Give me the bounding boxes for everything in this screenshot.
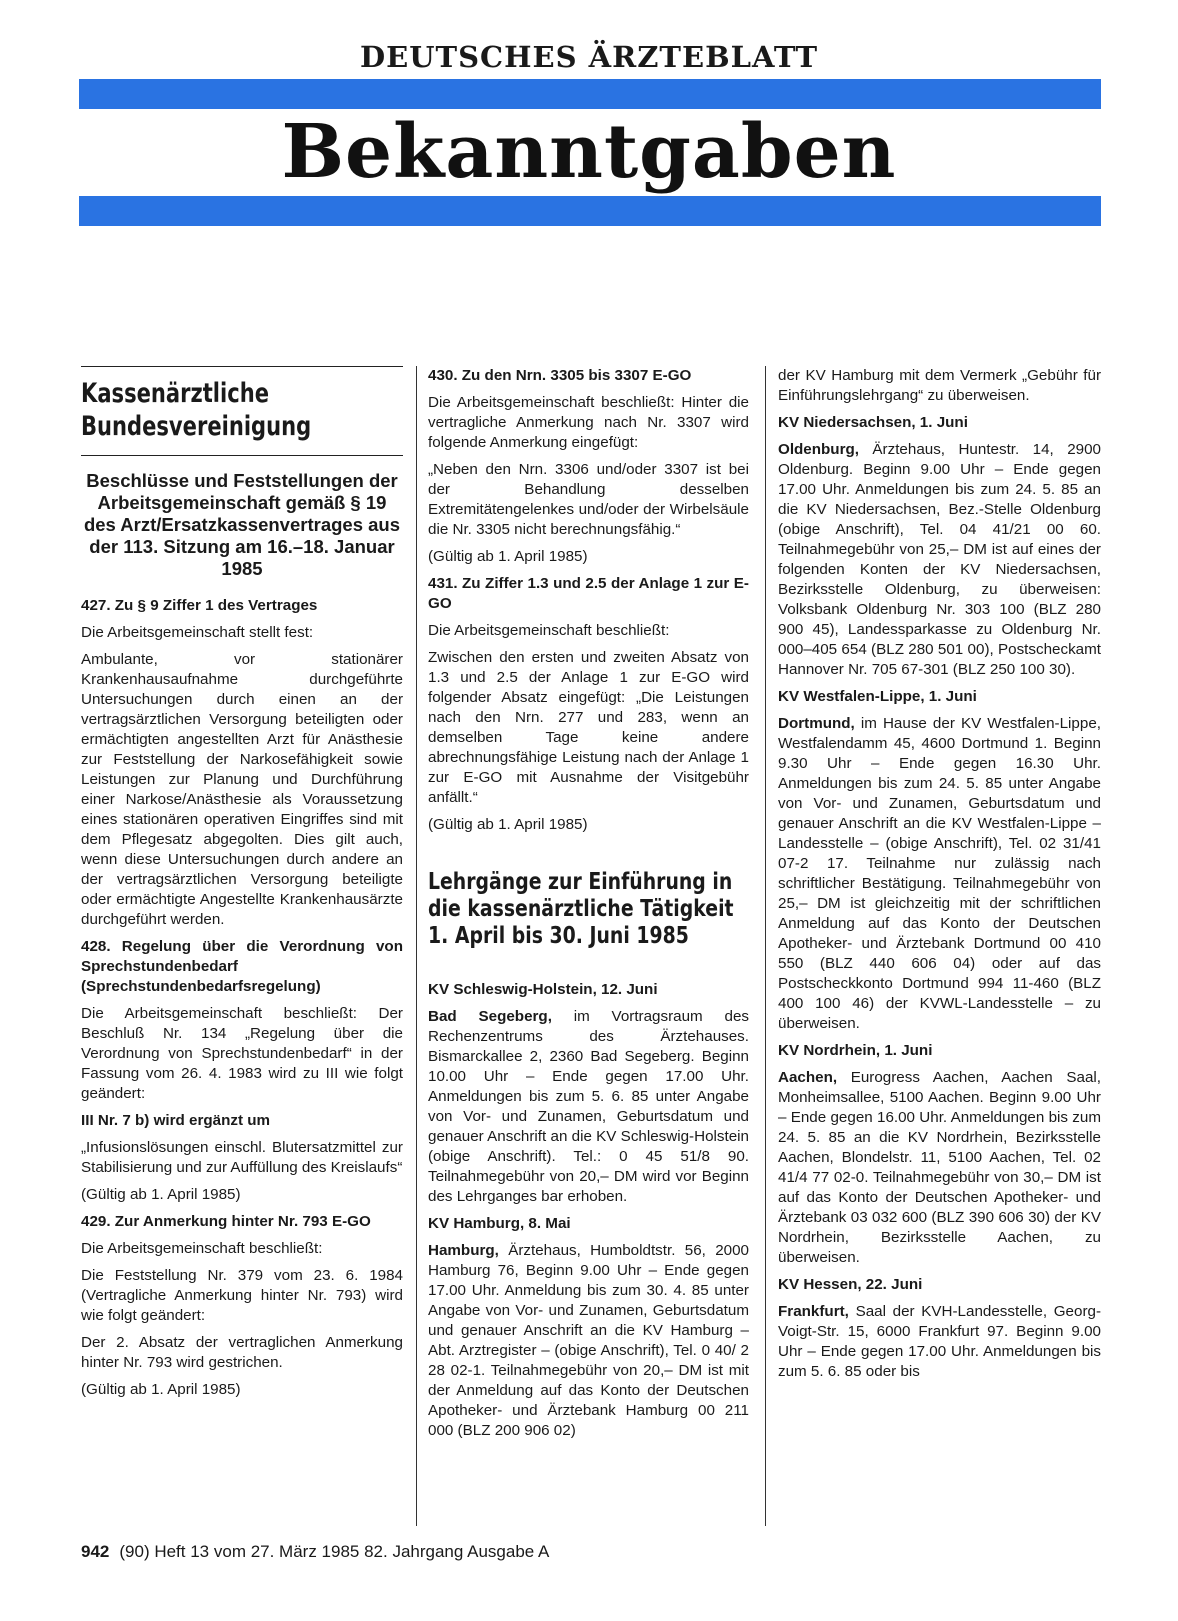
place-name: Hamburg, [428, 1242, 499, 1259]
kv-hessen-text [778, 1302, 1101, 1382]
item-429-text: Die Feststellung Nr. 379 vom 23. 6. 1984 (Vertragliche Anmerkung hinter Nr. 793) wird wie folgt geändert: [81, 1267, 403, 1324]
column-2 [428, 366, 749, 1448]
item-429-text-2: Der 2. Absatz der vertraglichen Anmerkung hinter Nr. 793 wird gestrichen. [81, 1334, 403, 1371]
org-heading: Kassenärztliche Bundesvereinigung [81, 378, 312, 442]
section-subhead: Beschlüsse und Feststellungen der Arbeitsgemeinschaft gemäß § 19 des Arzt/Ersatzkassenvertrages aus der 113. Sitzung am 16.–18. Januar 1985 [83, 470, 401, 579]
kv-nordrhein-text [778, 1068, 1101, 1268]
issue-info: (90) Heft 13 vom 27. März 1985 82. Jahrgang Ausgabe A [119, 1542, 550, 1561]
kv-westfalen-lippe-heading: KV Westfalen-Lippe, 1. Juni [778, 688, 977, 705]
course-details: im Vortragsraum des Rechenzentrums des Ärztehauses. Bismarckallee 2, 2360 Bad Segeberg. Beginn 10.00 Uhr – Ende gegen 17.00 Uhr. Anmeldungen bis zum 5. 6. 85 unter Angabe von Vor- und Zunamen, Geburtsdatum und genauer Anschrift an die KV Schleswig-Holstein (obige Anschrift). Tel.: 0 45 51/8 90. Teilnahmegebühr von 20,– DM wird vor Beginn des Lehrganges bar erhoben. [428, 1008, 749, 1205]
kv-hessen-heading: KV Hessen, 22. Juni [778, 1276, 923, 1293]
column-3 [778, 366, 1101, 1389]
item-429-intro: Die Arbeitsgemeinschaft beschließt: [81, 1240, 323, 1257]
item-428-intro: Die Arbeitsgemeinschaft beschließt: Der Beschluß Nr. 134 „Regelung über die Verordnung von Sprechstundenbedarf“ in der Fassung vom 26. 4. 1983 wird zu III wie folgt geändert: [81, 1005, 403, 1102]
kv-hamburg-continued: der KV Hamburg mit dem Vermerk „Gebühr für Einführungslehrgang“ zu überweisen. [778, 367, 1101, 404]
place-name: Oldenburg, [778, 441, 859, 458]
item-427-intro: Die Arbeitsgemeinschaft stellt fest: [81, 624, 314, 641]
masthead: DEUTSCHES ÄRZTEBLATT [359, 40, 819, 74]
item-427-heading: 427. Zu § 9 Ziffer 1 des Vertrages [81, 597, 318, 614]
title-bar-bottom [79, 196, 1101, 226]
item-428-subheading: III Nr. 7 b) wird ergänzt um [81, 1112, 271, 1129]
place-name: Bad Segeberg, [428, 1008, 552, 1025]
item-428-validity: (Gültig ab 1. April 1985) [81, 1186, 241, 1203]
item-430-validity: (Gültig ab 1. April 1985) [428, 548, 588, 565]
kv-westfalen-lippe-text [778, 714, 1101, 1034]
title-bar-top [79, 79, 1101, 109]
item-429-heading: 429. Zur Anmerkung hinter Nr. 793 E-GO [81, 1213, 371, 1230]
page-footer [81, 1542, 549, 1562]
item-431-heading: 431. Zu Ziffer 1.3 und 2.5 der Anlage 1 zur E-GO [428, 575, 749, 612]
item-431-text: Zwischen den ersten und zweiten Absatz von 1.3 und 2.5 der Anlage 1 zur E-GO wird folgender Absatz eingefügt: „Die Leistungen nach den Nrn. 277 und 283, wenn an demselben Tage keine andere abrechnungsfähige Leistung nach der Anlage 1 zur E-GO mit Ausnahme der Visitgebühr anfällt.“ [428, 649, 749, 806]
kv-hamburg-text [428, 1241, 749, 1441]
page-number: 942 [81, 1542, 110, 1561]
kv-niedersachsen-heading: KV Niedersachsen, 1. Juni [778, 414, 968, 431]
item-430-text: „Neben den Nrn. 3306 und/oder 3307 ist bei der Behandlung desselben Extremitätengelenkes und/oder der Wirbelsäule die Nr. 3305 nicht berechnungsfähig.“ [428, 461, 749, 538]
course-details: Ärztehaus, Humboldtstr. 56, 2000 Hamburg 76, Beginn 9.00 Uhr – Ende gegen 17.00 Uhr. Anmeldung bis zum 30. 4. 85 unter Angabe von Vor- und Zunamen, Geburtsdatum und genauer Anschrift an die KV Hamburg – Abt. Arztregister – (obige Anschrift), Tel. 0 40/ 2 28 02-1. Teilnahmegebühr von 20,– DM ist mit der Anmeldung auf das Konto der Deutschen Apotheker- und Ärztebank Hamburg 00 211 000 (BLZ 200 906 02) [428, 1242, 749, 1439]
rule-top [81, 366, 403, 367]
item-431-intro: Die Arbeitsgemeinschaft beschließt: [428, 622, 670, 639]
item-430-heading: 430. Zu den Nrn. 3305 bis 3307 E-GO [428, 367, 692, 384]
kv-schleswig-holstein-text [428, 1007, 749, 1207]
item-428-text: „Infusionslösungen einschl. Blutersatzmittel zur Stabilisierung und zur Auffüllung des Kreislaufs“ [81, 1139, 403, 1176]
course-details: im Hause der KV Westfalen-Lippe, Westfalendamm 45, 4600 Dortmund 1. Beginn 9.30 Uhr – Ende gegen 16.30 Uhr. Anmeldungen bis zum 24. 5. 85 unter Angabe von Vor- und Zunamen, Geburtsdatum und genauer Anschrift an die KV Westfalen-Lippe – Landesstelle – (obige Anschrift), Tel. 02 31/41 07-2 17. Teilnahme nur zulässig nach schriftlicher Bestätigung. Teilnahmegebühr von 25,– DM ist gleichzeitig mit der schriftlichen Anmeldung auf das Konto der Deutschen Apotheker- und Ärztebank Dortmund 00 410 550 (BLZ 440 606 04) oder auf das Postscheckkonto Dortmund 994 11-460 (BLZ 400 100 46) der KVWL-Landesstelle – zu überweisen. [778, 715, 1101, 1032]
place-name: Aachen, [778, 1069, 838, 1086]
item-430-intro: Die Arbeitsgemeinschaft beschließt: Hinter die vertragliche Anmerkung nach Nr. 3307 wird folgende Anmerkung eingefügt: [428, 394, 749, 451]
kv-hamburg-heading: KV Hamburg, 8. Mai [428, 1215, 571, 1232]
course-details: Saal der KVH-Landesstelle, Georg-Voigt-Str. 15, 6000 Frankfurt 97. Beginn 9.00 Uhr – Ende gegen 17.00 Uhr. Anmeldungen bis zum 5. 6. 85 oder bis [778, 1303, 1101, 1380]
rule-below-org [81, 455, 403, 456]
kv-niedersachsen-text [778, 440, 1101, 680]
course-details: Ärztehaus, Huntestr. 14, 2900 Oldenburg. Beginn 9.00 Uhr – Ende gegen 17.00 Uhr. Anmeldungen bis zum 24. 5. 85 an die KV Niedersachsen, Bez.-Stelle Oldenburg (obige Anschrift), Tel. 04 41/21 00 60. Teilnahmegebühr von 25,– DM ist auf eines der folgenden Konten der KV Niedersachsen, Bezirksstelle Oldenburg, zu überweisen: Volksbank Oldenburg Nr. 303 100 (BLZ 280 900 45), Landessparkasse zu Oldenburg Nr. 000–405 654 (BLZ 280 501 00), Postscheckamt Hannover Nr. 705 67-301 (BLZ 250 100 30). [778, 441, 1101, 678]
course-details: Eurogress Aachen, Aachen Saal, Monheimsallee, 5100 Aachen. Beginn 9.00 Uhr – Ende gegen 16.00 Uhr. Anmeldungen bis zum 24. 5. 85 an die KV Nordrhein, Bezirksstelle Aachen, Blondelstr. 11, 5100 Aachen, Tel. 02 41/4 77 02-0. Teilnahmegebühr von 30,– DM ist auf das Konto der Deutschen Apotheker- und Ärztebank 03 032 600 (BLZ 390 606 30) der KV Nordrhein, Bezirksstelle Aachen, zu überweisen. [778, 1069, 1101, 1266]
item-429-validity: (Gültig ab 1. April 1985) [81, 1381, 241, 1398]
place-name: Frankfurt, [778, 1303, 849, 1320]
item-431-validity: (Gültig ab 1. April 1985) [428, 816, 588, 833]
item-427-text: Ambulante, vor stationärer Krankenhausaufnahme durchgeführte Untersuchungen durch einen an der vertragsärztlichen Versorgung beteiligten oder ermächtigten angestellten Arzt für Anästhesie zur Feststellung der Narkosefähigkeit sowie Leistungen zur Planung und Durchführung einer Narkose/Anästhesie als Voraussetzung eines stationären operativen Eingriffes sind mit dem Pflegesatz abgegolten. Dies gilt auch, wenn diese Untersuchungen durch andere an der vertragsärztlichen Versorgung beteiligte oder ermächtigte Angestellte Krankenhausärzte durchgeführt werden. [81, 651, 403, 928]
page-title: Bekanntgaben [281, 109, 897, 195]
column-1 [81, 366, 403, 1407]
courses-heading: Lehrgänge zur Einführung in die kassenärztliche Tätigkeit 1. April bis 30. Juni 1985 [428, 869, 734, 949]
place-name: Dortmund, [778, 715, 855, 732]
kv-schleswig-holstein-heading: KV Schleswig-Holstein, 12. Juni [428, 981, 658, 998]
item-428-heading: 428. Regelung über die Verordnung von Sprechstundenbedarf (Sprechstundenbedarfsregelung) [81, 938, 403, 995]
kv-nordrhein-heading: KV Nordrhein, 1. Juni [778, 1042, 933, 1059]
column-rule-1 [416, 366, 417, 1526]
column-rule-2 [765, 366, 766, 1526]
